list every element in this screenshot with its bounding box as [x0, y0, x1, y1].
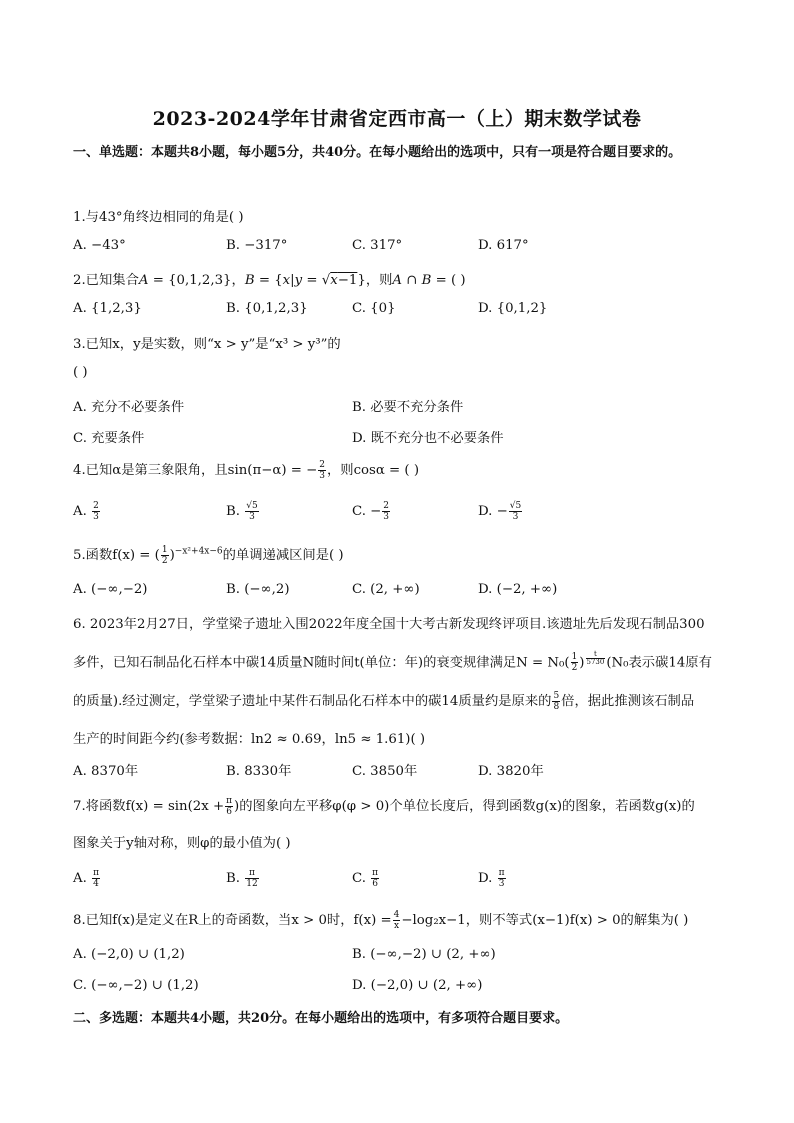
- q4-option-c: C. − $\frac{2}{3}$: [352, 501, 390, 522]
- question-3-stem: 3.已知x，y是实数，则“x > y”是“x³ > y³”的: [73, 337, 341, 352]
- q3-option-d: D. 既不充分也不必要条件: [352, 431, 504, 446]
- question-5-stem: 5.函数f(x) = ( $\frac{1}{2}$ )$^{-x^2+4x-6}$的单调递减区间是( ): [73, 545, 344, 566]
- q5-stem-suffix: 的单调递减区间是( ): [222, 548, 344, 563]
- q8-stem-prefix: 8.已知f(x)是定义在R上的奇函数，当x > 0时，f(x) =: [73, 913, 392, 928]
- q8-option-a: A. (−2,0) ∪ (1,2): [73, 947, 185, 962]
- q3-option-a: A. 充分不必要条件: [73, 400, 185, 415]
- question-2-stem: 2.已知集合A = {0,1,2,3}，B = {x|y = √x−1}，则A ∩ B = ( ): [73, 273, 466, 288]
- section-1-heading: 一、单选题：本题共8小题，每小题5分，共40分。在每小题给出的选项中，只有一项是符合题目要求的。: [73, 145, 682, 160]
- q5-option-d: D. (−2, +∞): [478, 582, 558, 597]
- question-7-line-1: 7.将函数f(x) = sin(2x + $\frac{\pi}{6}$ )的图象向左平移φ(φ > 0)个单位长度后，得到函数g(x)的图象，若函数g(x)的: [73, 796, 695, 817]
- q1-option-c: C. 317°: [352, 238, 403, 253]
- q5-option-b: B. (−∞,2): [226, 582, 290, 597]
- question-4-stem: 4.已知α是第三象限角，且sin(π−α) = − $\frac{2}{3}$ ，则cosα = ( ): [73, 460, 420, 481]
- q8-option-b: B. (−∞,−2) ∪ (2, +∞): [352, 947, 496, 962]
- q7-option-a: A. $\frac{\pi}{4}$: [73, 868, 99, 889]
- q7-line1-prefix: 7.将函数f(x) = sin(2x +: [73, 799, 225, 814]
- question-6-line-1: 6. 2023年2月27日，学堂梁子遗址入围2022年度全国十大考古新发现终评项目.该遗址先后发现石制品300: [73, 617, 705, 632]
- q2-option-c: C. {0}: [352, 301, 396, 316]
- q8-option-c: C. (−∞,−2) ∪ (1,2): [73, 978, 199, 993]
- question-6-line-2: 多件，已知石制品化石样本中碳14质量N随时间t(单位：年)的衰变规律满足N = N₀( $\frac{1}{2}$ ) $^{\frac{t}{5730}}$ (N₀表示碳14原有: [73, 650, 712, 674]
- q6-line3-suffix: 倍，据此推测该石制品: [561, 694, 695, 709]
- q6-option-c: C. 3850年: [352, 764, 418, 779]
- q1-option-b: B. −317°: [226, 238, 288, 253]
- q5-stem-prefix: 5.函数f(x) = (: [73, 548, 160, 563]
- q2-option-d: D. {0,1,2}: [478, 301, 548, 316]
- q5-option-c: C. (2, +∞): [352, 582, 420, 597]
- q6-option-a: A. 8370年: [73, 764, 139, 779]
- q2-option-b: B. {0,1,2,3}: [226, 301, 308, 316]
- q3-option-c: C. 充要条件: [73, 431, 145, 446]
- question-7-line-2: 图象关于y轴对称，则φ的最小值为( ): [73, 836, 291, 851]
- q4-option-d: D. − $\frac{√5}{3}$: [478, 501, 522, 522]
- q2-stem-prefix: 2.已知集合: [73, 273, 139, 288]
- page-title: 2023-2024学年甘肃省定西市高一（上）期末数学试卷: [152, 108, 642, 130]
- q6-line3-prefix: 的质量).经过测定，学堂梁子遗址中某件石制品化石样本中的碳14质量约是原来的: [73, 694, 552, 709]
- q4-option-a: A. $\frac{2}{3}$: [73, 501, 99, 522]
- q1-option-d: D. 617°: [478, 238, 529, 253]
- q7-option-c: C. $\frac{\pi}{6}$: [352, 868, 379, 889]
- q2-option-a: A. {1,2,3}: [73, 301, 142, 316]
- question-6-line-4: 生产的时间距今约(参考数据：ln2 ≈ 0.69，ln5 ≈ 1.61)( ): [73, 732, 426, 747]
- q6-line2-prefix: 多件，已知石制品化石样本中碳14质量N随时间t(单位：年)的衰变规律满足N = N₀(: [73, 655, 570, 671]
- q4-stem-prefix: 4.已知α是第三象限角，且sin(π−α) = −: [73, 463, 318, 478]
- q3-paren: ( ): [73, 365, 88, 380]
- q6-option-b: B. 8330年: [226, 764, 292, 779]
- q5-option-a: A. (−∞,−2): [73, 582, 148, 597]
- question-1-stem: 1.与43°角终边相同的角是( ): [73, 210, 244, 225]
- q7-option-b: B. $\frac{\pi}{12}$: [226, 868, 258, 889]
- q7-line1-suffix: )的图象向左平移φ(φ > 0)个单位长度后，得到函数g(x)的图象，若函数g(x)的: [234, 799, 695, 814]
- question-6-line-3: 的质量).经过测定，学堂梁子遗址中某件石制品化石样本中的碳14质量约是原来的 $\frac{5}{8}$ 倍，据此推测该石制品: [73, 691, 695, 712]
- q4-stem-suffix: ，则cosα = ( ): [326, 463, 420, 478]
- section-2-heading: 二、多选题：本题共4小题，共20分。在每小题给出的选项中，有多项符合题目要求。: [73, 1011, 569, 1026]
- q8-stem-suffix: −log₂x−1，则不等式(x−1)f(x) > 0的解集为( ): [401, 913, 689, 928]
- question-8-stem: 8.已知f(x)是定义在R上的奇函数，当x > 0时，f(x) = $\frac{4}{x}$ −log₂x−1，则不等式(x−1)f(x) > 0的解集为( ): [73, 910, 689, 931]
- q7-option-d: D. $\frac{\pi}{3}$: [478, 868, 505, 889]
- q4-option-b: B. $\frac{√5}{3}$: [226, 501, 258, 522]
- q1-option-a: A. −43°: [73, 238, 126, 253]
- q8-option-d: D. (−2,0) ∪ (2, +∞): [352, 978, 483, 993]
- q6-option-d: D. 3820年: [478, 764, 544, 779]
- q3-option-b: B. 必要不充分条件: [352, 400, 464, 415]
- q6-line2-suffix: (N₀表示碳14原有: [606, 655, 712, 671]
